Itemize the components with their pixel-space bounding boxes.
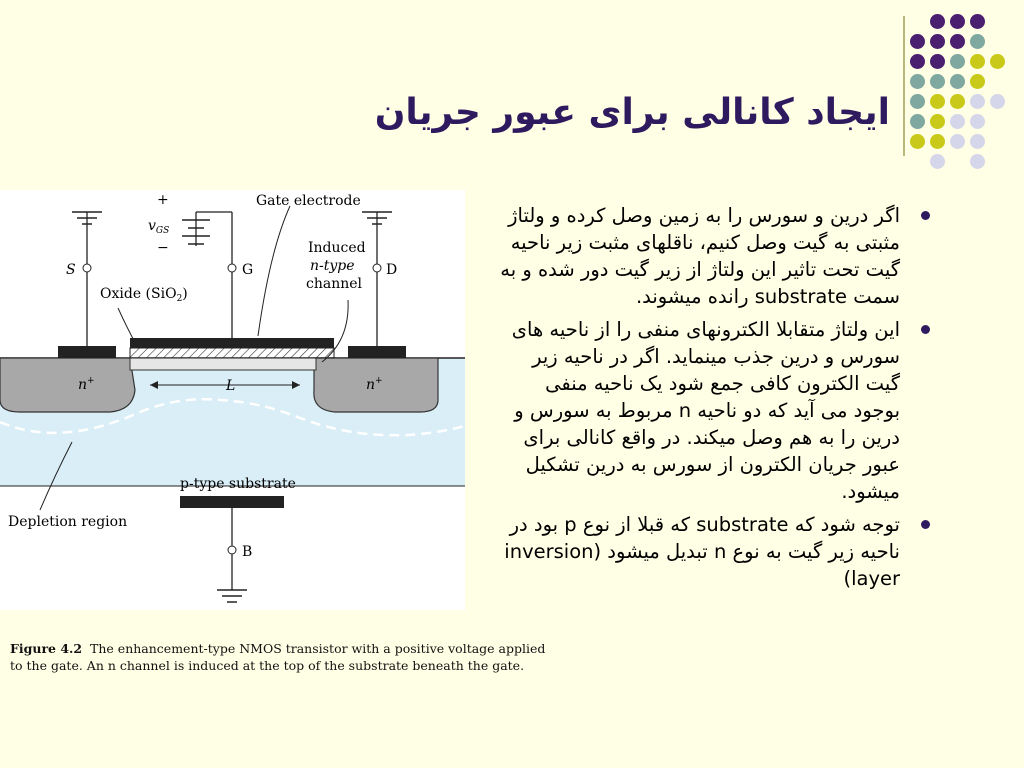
decorative-dot — [970, 34, 985, 49]
decorative-dot — [990, 94, 1005, 109]
decorative-dot — [930, 134, 945, 149]
label-b: B — [242, 544, 253, 560]
label-n-type: n-type — [310, 258, 355, 274]
label-induced: Induced — [308, 240, 366, 256]
decorative-dot — [950, 74, 965, 89]
decorative-dot — [930, 74, 945, 89]
decorative-dot — [910, 34, 925, 49]
bullet-dot-icon — [921, 520, 930, 529]
induced-channel — [130, 358, 316, 370]
label-d: D — [386, 262, 398, 278]
decorative-dot — [910, 114, 925, 129]
label-length: L — [226, 378, 236, 394]
decorative-dot — [950, 94, 965, 109]
bullet-list — [500, 202, 930, 598]
decorative-dot — [930, 94, 945, 109]
terminal-s-icon — [83, 264, 91, 272]
decorative-dot — [950, 34, 965, 49]
decorative-dot — [930, 14, 945, 29]
decorative-dot — [930, 34, 945, 49]
label-n-plus-left: n+ — [78, 376, 95, 393]
decorative-dot — [950, 14, 965, 29]
terminal-d-icon — [373, 264, 381, 272]
decorative-dot — [910, 134, 925, 149]
gate-electrode — [130, 338, 334, 348]
decorative-dot — [990, 54, 1005, 69]
label-gate-electrode: Gate electrode — [256, 193, 361, 209]
slide-title: ایجاد کانالی برای عبور جریان — [374, 92, 890, 133]
decorative-dot — [930, 114, 945, 129]
bullet-text: اگر درین و سورس را به زمین وصل کرده و ولتاژ مثبتی به گیت وصل کنیم، ناقلهای مثبت زیر ناحیه گیت تحت تاثیر این ولتاژ از زیر گیت دور شده و به سمت substrate رانده میشوند. — [500, 204, 900, 308]
label-s: S — [66, 262, 76, 278]
decorative-dot — [910, 54, 925, 69]
bullet-item — [500, 316, 930, 505]
decorative-dot — [950, 134, 965, 149]
figure-caption — [10, 640, 550, 674]
nmos-diagram — [0, 190, 465, 610]
terminal-b-icon — [228, 546, 236, 554]
label-plus: + — [157, 192, 169, 208]
bullet-text: توجه شود که substrate که قبلا از نوع p بود در ناحیه زیر گیت به نوع n تبدیل میشود (inversion layer) — [504, 513, 900, 590]
decorative-dot — [970, 154, 985, 169]
bullet-item — [500, 202, 930, 310]
label-depletion: Depletion region — [8, 514, 128, 530]
bullet-text: این ولتاژ متقابلا الکترونهای منفی را از ناحیه های سورس و درین جذب مینماید. اگر در ناحیه زیر گیت الکترون کافی جمع شود یک ناحیه منفی بوجود می آید که دو ناحیه n مربوط به سورس و درین را به هم وصل میکند. در واقع کانالی برای عبور جریان الکترون از سورس به درین تشکیل میشود. — [511, 318, 900, 503]
decorative-dot — [970, 114, 985, 129]
decorative-dot — [950, 114, 965, 129]
label-n-plus-right: n+ — [366, 376, 383, 393]
label-channel: channel — [306, 276, 362, 292]
terminal-g-icon — [228, 264, 236, 272]
label-g: G — [242, 262, 254, 278]
decorative-dot — [970, 74, 985, 89]
n-plus-source — [0, 358, 135, 412]
label-vgs: $v_{GS}$ — [148, 218, 170, 236]
decorative-dot — [970, 134, 985, 149]
source-contact — [58, 346, 116, 358]
decorative-dot — [950, 54, 965, 69]
figure-caption-text: The enhancement-type NMOS transistor with a positive voltage applied to the gate. An n channel is induced at the top of the substrate beneath the gate. — [10, 641, 546, 673]
figure-label: Figure 4.2 — [10, 641, 83, 656]
bulk-contact — [180, 496, 284, 508]
decorative-dot — [970, 14, 985, 29]
bullet-item — [500, 511, 930, 592]
oxide-layer — [130, 348, 334, 358]
label-oxide: Oxide (SiO$_2$) — [100, 286, 188, 304]
decorative-dot — [930, 154, 945, 169]
decorative-dot — [910, 94, 925, 109]
ground-bulk-icon — [217, 590, 247, 602]
label-substrate: p-type substrate — [180, 476, 296, 492]
decorative-dot — [910, 74, 925, 89]
decorative-divider — [903, 16, 905, 156]
bullet-dot-icon — [921, 211, 930, 220]
decorative-dot — [970, 54, 985, 69]
label-minus: − — [157, 240, 169, 256]
bullet-dot-icon — [921, 325, 930, 334]
decorative-dot — [970, 94, 985, 109]
nmos-diagram-svg — [0, 190, 465, 610]
drain-contact — [348, 346, 406, 358]
decorative-dot — [930, 54, 945, 69]
